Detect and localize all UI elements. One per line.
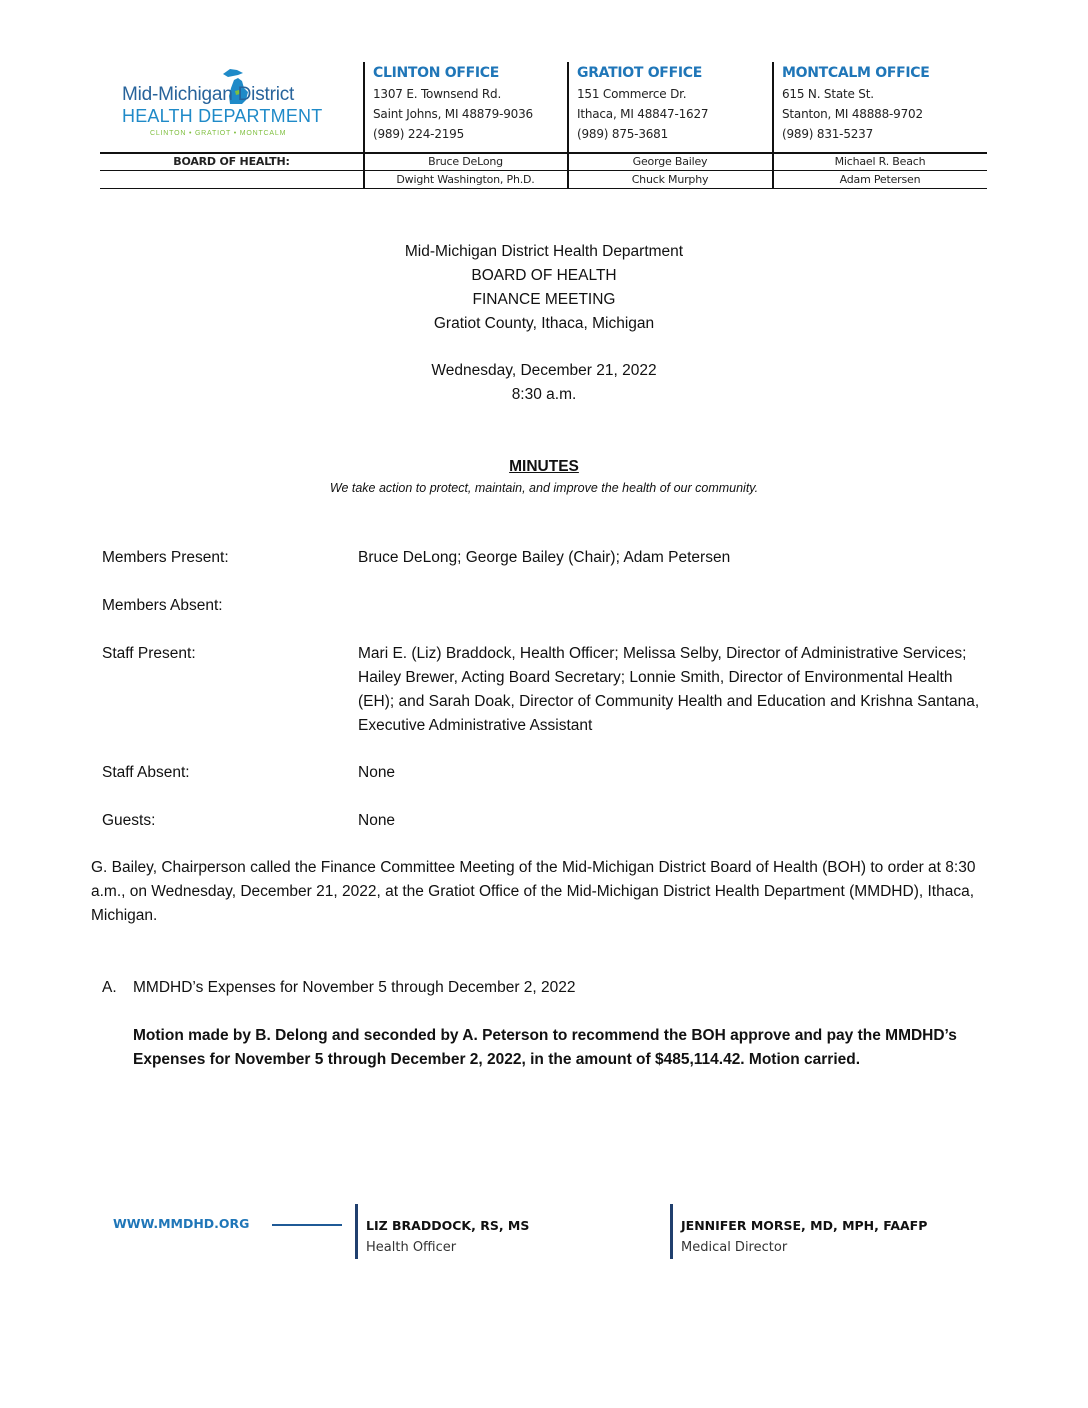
office-title: CLINTON OFFICE — [373, 65, 500, 81]
mission-statement-block — [0, 478, 1088, 498]
office-clinton — [373, 65, 563, 144]
guests-label: Guests: — [102, 812, 156, 829]
logo-line-1: Mid-Michigan District — [122, 84, 295, 105]
board-label: BOARD OF HEALTH: — [173, 155, 290, 168]
office-address-2: Ithaca, MI 48847-1627 — [577, 107, 709, 121]
agenda-item-letter: A. — [102, 979, 117, 996]
board-member: Chuck Murphy — [631, 173, 709, 186]
staff-absent-value: None — [358, 764, 396, 781]
office-address-1: 1307 E. Townsend Rd. — [373, 87, 502, 101]
members-present-value: Bruce DeLong; George Bailey (Chair); Adam Petersen — [358, 549, 731, 566]
meeting-time: 8:30 a.m. — [511, 386, 577, 403]
org-name: Mid-Michigan District Health Department — [404, 243, 684, 260]
office-address-1: 615 N. State St. — [782, 87, 874, 101]
meeting-location: Gratiot County, Ithaca, Michigan — [433, 315, 655, 332]
motion-text: Motion made by B. Delong and seconded by A. Peterson to recommend the BOH approve and pay the MMDHD’s Expenses for November 5 through December 2, 2022, in the amount of $485,114.42. Motion carried. — [133, 1027, 957, 1068]
footer-rule — [272, 1224, 342, 1226]
medical-director-name: JENNIFER MORSE, MD, MPH, FAAFP — [681, 1218, 928, 1233]
minutes-title: MINUTES — [509, 458, 579, 475]
staff-absent-label: Staff Absent: — [102, 764, 190, 781]
footer-divider — [355, 1204, 358, 1259]
meeting-type: FINANCE MEETING — [472, 291, 616, 308]
office-montcalm — [782, 65, 972, 144]
office-address-1: 151 Commerce Dr. — [577, 87, 687, 101]
office-title: GRATIOT OFFICE — [577, 65, 702, 81]
office-phone: (989) 831-5237 — [782, 127, 874, 141]
staff-present-label: Staff Present: — [102, 645, 196, 662]
mission-statement: We take action to protect, maintain, and improve the health of our community. — [329, 481, 759, 495]
minutes-header — [0, 455, 1088, 479]
office-phone: (989) 224-2195 — [373, 127, 465, 141]
office-address-2: Saint Johns, MI 48879-9036 — [373, 107, 533, 121]
health-officer-name: LIZ BRADDOCK, RS, MS — [366, 1218, 530, 1233]
mmdhd-logo — [118, 66, 338, 140]
board-member: Bruce DeLong — [428, 155, 503, 168]
office-title: MONTCALM OFFICE — [782, 65, 930, 81]
table-rule — [100, 188, 987, 189]
members-absent-label: Members Absent: — [102, 597, 223, 614]
board-member: Adam Petersen — [839, 173, 921, 186]
logo-counties: CLINTON • GRATIOT • MONTCALM — [150, 130, 287, 137]
meeting-heading — [0, 240, 1088, 336]
call-to-order: G. Bailey, Chairperson called the Finance Committee Meeting of the Mid-Michigan District Board of Health (BOH) to order at 8:30 a.m., on Wednesday, December 21, 2022, at the Gratiot Office of the Mid-Michigan District Health Department (MMDHD), Ithaca, Michigan. — [91, 859, 976, 924]
office-gratiot — [577, 65, 767, 144]
office-address-2: Stanton, MI 48888-9702 — [782, 107, 923, 121]
website-link[interactable]: WWW.MMDHD.ORG — [113, 1216, 250, 1231]
health-officer-role: Health Officer — [366, 1240, 457, 1255]
meeting-date: Wednesday, December 21, 2022 — [431, 362, 657, 379]
agenda-item-title: MMDHD’s Expenses for November 5 through December 2, 2022 — [133, 979, 576, 996]
medical-director-role: Medical Director — [681, 1240, 788, 1255]
board-member: Michael R. Beach — [834, 155, 926, 168]
meeting-datetime — [0, 359, 1088, 407]
board-member: Dwight Washington, Ph.D. — [396, 173, 535, 186]
footer-divider — [670, 1204, 673, 1259]
members-present-label: Members Present: — [102, 549, 229, 566]
board-name: BOARD OF HEALTH — [471, 267, 617, 284]
guests-value: None — [358, 812, 396, 829]
logo-line-2: HEALTH DEPARTMENT — [122, 106, 323, 126]
office-phone: (989) 875-3681 — [577, 127, 669, 141]
board-member: George Bailey — [632, 155, 708, 168]
staff-present-value: Mari E. (Liz) Braddock, Health Officer; Melissa Selby, Director of Administrative Services; Hailey Brewer, Acting Board Secretary; Lonnie Smith, Director of Environmental Health (EH); and Sarah Doak, Director of Community Health and Education and Krishna Santana, Executive Administrative Assistant — [358, 645, 980, 734]
